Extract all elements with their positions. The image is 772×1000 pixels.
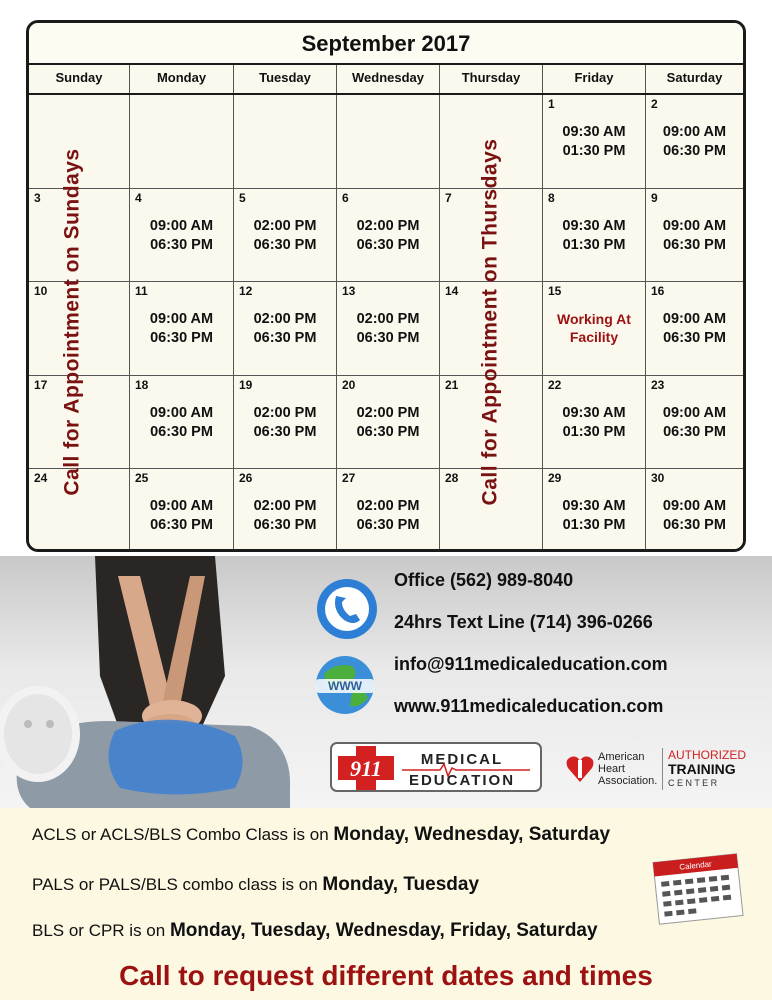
calendar-day-cell [543, 189, 646, 282]
day-header-row [29, 65, 743, 95]
end-time: 06:30 PM [150, 236, 213, 253]
calendar-day-cell [440, 376, 543, 469]
brand-line2: EDUCATION [408, 772, 516, 789]
start-time: 09:30 AM [562, 217, 626, 234]
calendar-weeks [29, 95, 743, 552]
calendar-day-cell [130, 282, 234, 375]
day-number: 28 [445, 471, 459, 486]
day-number: 5 [239, 190, 246, 205]
calendar-day-cell [440, 282, 543, 375]
day-number: 20 [342, 377, 356, 392]
day-number: 25 [135, 471, 149, 486]
text-line-phone[interactable]: 24hrs Text Line (714) 396-0266 [394, 612, 653, 632]
start-time: 09:00 AM [149, 311, 214, 328]
start-time: 09:00 AM [149, 498, 214, 515]
email-address[interactable]: info@911medicaleducation.com [394, 654, 668, 674]
end-time: 01:30 PM [562, 423, 626, 440]
acls-schedule [32, 824, 610, 846]
start-time: 09:00 AM [662, 311, 727, 328]
day-number: 3 [34, 190, 41, 205]
day-number: 17 [34, 377, 48, 392]
end-time: 06:30 PM [663, 423, 726, 440]
class-schedule-section [0, 808, 772, 1000]
start-time: 02:00 PM [253, 311, 317, 328]
calendar-day-cell [440, 189, 543, 282]
class-times [646, 404, 743, 442]
day-header-saturday: Saturday [666, 70, 723, 85]
authorized-label: AUTHORIZED [668, 748, 746, 762]
special-note [543, 310, 645, 346]
calendar-day-cell [646, 95, 743, 188]
end-time: 06:30 PM [253, 330, 317, 347]
end-time: 06:30 PM [663, 330, 726, 347]
end-time: 06:30 PM [663, 236, 726, 253]
start-time: 09:00 AM [662, 124, 727, 140]
heart-torch-icon [566, 752, 594, 784]
calendar-day-cell [543, 95, 646, 188]
calendar-day-cell [646, 376, 743, 469]
day-number: 30 [651, 471, 665, 486]
class-times [337, 310, 439, 348]
end-time: 01:30 PM [562, 143, 626, 159]
day-number: 21 [445, 377, 459, 392]
class-times [337, 217, 439, 255]
calendar-day-cell [646, 189, 743, 282]
day-number: 13 [342, 284, 356, 299]
end-time: 06:30 PM [253, 423, 317, 440]
calendar-day-cell [29, 282, 130, 375]
day-number: 26 [239, 471, 253, 486]
class-times [543, 404, 645, 442]
acls-prefix: ACLS or ACLS/BLS Combo Class is on [32, 825, 334, 844]
calendar-day-cell [234, 189, 337, 282]
bls-schedule [32, 920, 598, 942]
class-times [646, 310, 743, 348]
calendar-grid [29, 65, 743, 552]
day-number: 29 [548, 471, 562, 486]
contact-band [0, 556, 772, 808]
start-time: 09:30 AM [562, 498, 626, 515]
office-phone[interactable]: Office (562) 989-8040 [394, 570, 574, 590]
day-number: 11 [135, 284, 148, 299]
day-number: 12 [239, 284, 253, 299]
brand-number: 911 [350, 756, 382, 781]
brand-line1: MEDICAL [420, 751, 504, 768]
week-row [29, 469, 743, 552]
start-time: 09:00 AM [149, 217, 214, 234]
start-time: 02:00 PM [356, 311, 420, 328]
class-times [130, 404, 233, 442]
calendar-day-cell [234, 469, 337, 552]
day-header-friday: Friday [543, 65, 646, 93]
end-time: 06:30 PM [150, 423, 213, 440]
class-times [543, 123, 645, 161]
class-times [234, 404, 336, 442]
start-time: 09:30 AM [562, 404, 626, 421]
end-time: 06:30 PM [150, 517, 213, 534]
pals-days: Monday, Tuesday [322, 874, 480, 895]
aha-line2: Heart [598, 763, 625, 775]
calendar-day-cell [646, 282, 743, 375]
calendar-day-cell [130, 376, 234, 469]
day-number: 6 [342, 190, 349, 205]
end-time: 01:30 PM [562, 236, 626, 253]
day-number: 4 [135, 190, 142, 205]
day-number: 9 [651, 190, 658, 205]
calendar-day-cell [337, 282, 440, 375]
start-time: 09:30 AM [562, 124, 626, 140]
class-times [234, 217, 336, 255]
911-medical-education-logo [330, 742, 542, 792]
class-times [646, 217, 743, 255]
end-time: 06:30 PM [356, 236, 420, 253]
calendar-day-cell [29, 189, 130, 282]
start-time: 09:00 AM [662, 404, 727, 421]
calendar-day-cell [130, 469, 234, 552]
class-times [130, 217, 233, 255]
aha-line3: Association. [598, 775, 658, 787]
cpr-training-photo [0, 556, 300, 808]
day-header-sunday: Sunday [29, 65, 130, 93]
sunday-appointment-text: Call for Appointment on Sundays [61, 148, 85, 496]
start-time: 02:00 PM [356, 217, 420, 234]
call-to-action: Call to request different dates and times [119, 960, 653, 991]
day-number: 22 [548, 377, 562, 392]
calendar-day-cell [29, 469, 130, 552]
day-number: 8 [548, 190, 555, 205]
calendar-day-cell [337, 469, 440, 552]
day-number: 23 [651, 377, 665, 392]
calendar-day-cell [543, 282, 646, 375]
end-time: 06:30 PM [356, 423, 420, 440]
bls-days: Monday, Tuesday, Wednesday, Friday, Saturday [169, 920, 598, 941]
class-times [646, 497, 743, 535]
class-times [337, 497, 439, 535]
day-number: 14 [445, 284, 459, 299]
start-time: 09:00 AM [662, 498, 727, 515]
calendar-day-cell [440, 95, 543, 188]
class-times [646, 123, 743, 161]
calendar [26, 20, 746, 552]
calendar-icon [650, 852, 746, 926]
day-number: 16 [651, 284, 665, 299]
start-time: 02:00 PM [253, 404, 317, 421]
start-time: 02:00 PM [356, 498, 420, 515]
class-times [234, 310, 336, 348]
end-time: 06:30 PM [253, 517, 317, 534]
week-row [29, 95, 743, 189]
week-row [29, 376, 743, 470]
day-header-wednesday: Wednesday [337, 65, 440, 93]
day-number: 18 [135, 377, 149, 392]
aha-line1: American [598, 751, 645, 763]
calendar-day-cell [130, 95, 234, 188]
class-times [543, 217, 645, 255]
start-time: 09:00 AM [149, 404, 214, 421]
special-note-line1: Working At [557, 311, 631, 328]
pals-prefix: PALS or PALS/BLS combo class is on [32, 875, 323, 894]
day-number: 24 [34, 471, 48, 486]
thursday-appointment-text: Call for Appointment on Thursdays [478, 138, 501, 506]
calendar-day-cell [337, 189, 440, 282]
calendar-day-cell [543, 376, 646, 469]
class-times [234, 497, 336, 535]
calendar-day-cell [543, 469, 646, 552]
start-time: 02:00 PM [253, 498, 317, 515]
start-time: 09:00 AM [662, 217, 727, 234]
class-times [130, 497, 233, 535]
class-times [130, 310, 233, 348]
day-number: 19 [239, 377, 253, 392]
training-label: TRAINING [668, 761, 736, 777]
calendar-day-cell [234, 282, 337, 375]
calendar-day-cell [337, 376, 440, 469]
calendar-day-cell [337, 95, 440, 188]
day-header-thursday: Thursday [440, 65, 543, 93]
website-link[interactable]: www.911medicaleducation.com [394, 696, 664, 716]
end-time: 06:30 PM [253, 236, 317, 253]
end-time: 06:30 PM [356, 330, 420, 347]
calendar-day-cell [234, 95, 337, 188]
day-header-monday: Monday [130, 65, 234, 93]
day-number: 7 [445, 190, 452, 205]
pals-schedule [32, 874, 479, 896]
calendar-day-cell [440, 469, 543, 552]
week-row [29, 282, 743, 376]
calendar-icon-label: Calendar [678, 859, 713, 872]
start-time: 02:00 PM [253, 217, 317, 234]
day-number: 15 [548, 284, 562, 299]
center-label: C E N T E R [668, 778, 718, 788]
end-time: 06:30 PM [663, 517, 726, 534]
calendar-title: September 2017 [29, 23, 743, 65]
end-time: 01:30 PM [562, 517, 626, 534]
calendar-day-cell [29, 376, 130, 469]
www-icon-label: WWW [328, 679, 362, 693]
end-time: 06:30 PM [663, 143, 726, 159]
week-row [29, 189, 743, 283]
day-header-tuesday: Tuesday [234, 65, 337, 93]
end-time: 06:30 PM [356, 517, 420, 534]
class-times [543, 497, 645, 535]
calendar-day-cell [234, 376, 337, 469]
day-number: 27 [342, 471, 356, 486]
start-time: 02:00 PM [356, 404, 420, 421]
calendar-day-cell [130, 189, 234, 282]
class-times [337, 404, 439, 442]
day-number: 1 [548, 97, 555, 111]
phone-icon [314, 576, 380, 642]
day-number: 10 [34, 284, 48, 299]
calendar-day-cell [646, 469, 743, 552]
aha-authorized-training-center-logo [566, 748, 756, 792]
day-number: 2 [651, 97, 658, 111]
end-time: 06:30 PM [150, 330, 213, 347]
bls-prefix: BLS or CPR is on [32, 921, 170, 940]
special-note-line2: Facility [569, 329, 619, 346]
globe-icon [312, 652, 378, 718]
acls-days: Monday, Wednesday, Saturday [333, 824, 611, 845]
calendar-day-cell [29, 95, 130, 188]
